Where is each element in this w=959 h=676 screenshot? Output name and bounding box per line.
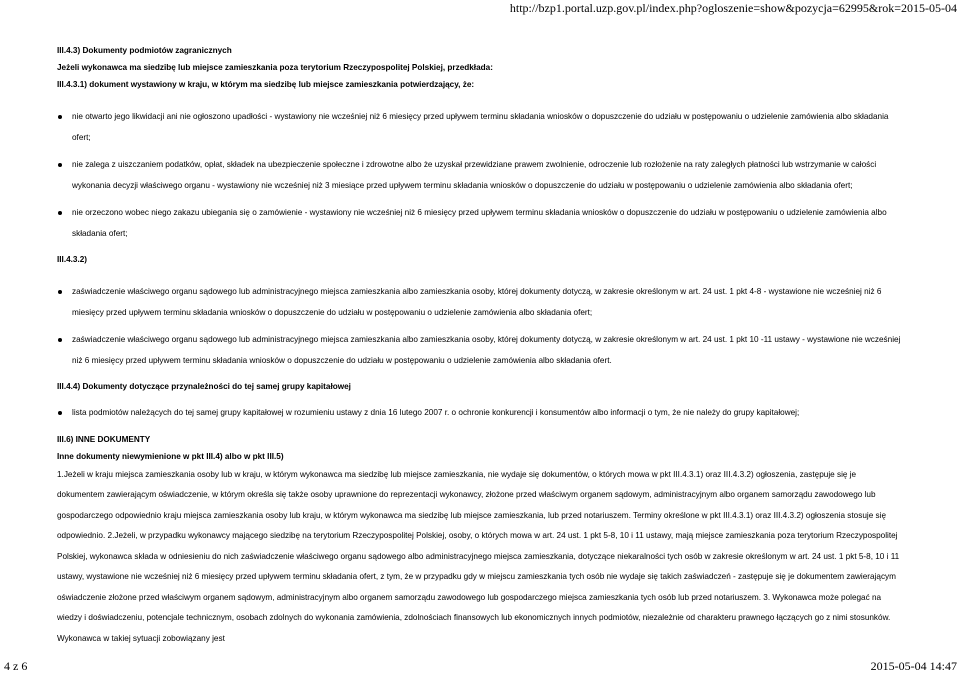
list-item: nie orzeczono wobec niego zakazu ubiegania się o zamówienie - wystawiony nie wcześniej niż 6 miesięcy przed upływem terminu składania wniosków o dopuszczenie do udziału w postępowaniu o udzielenie zamówienia albo składania ofert; [57,203,903,244]
section-heading-other-documents: III.6) INNE DOKUMENTY [57,434,151,444]
section-heading-capital-group: III.4.4) Dokumenty dotyczące przynależności do tej samej grupy kapitałowej [57,382,351,391]
list-item: lista podmiotów należących do tej samej grupy kapitałowej w rozumieniu ustawy z dnia 16 lutego 2007 r. o ochronie konkurencji i konsumentów albo informacji o tym, że nie należy do grupy kapitałowej; [57,403,903,424]
page-number: 4 z 6 [4,659,28,673]
list-item: nie zalega z uiszczaniem podatków, opłat, składek na ubezpieczenie społeczne i zdrowotne albo że uzyskał przewidziane prawem zwolnienie, odroczenie lub rozłożenie na raty zaległych płatności lub wstrzymanie w całości wykonania decyzji właściwego organu - wystawiony nie wcześniej niż 3 miesiące przed upływem terminu składania wniosków o dopuszczenie do udziału w postępowaniu o udzielenie zamówienia albo składania ofert; [57,155,903,196]
list-item: nie otwarto jego likwidacji ani nie ogłoszono upadłości - wystawiony nie wcześniej niż 6 miesięcy przed upływem terminu składania wniosków o dopuszczenie do udziału w postępowaniu o udzielenie zamówienia albo składania ofert; [57,107,903,148]
section-subheading-foreign-seat: Jeżeli wykonawca ma siedzibę lub miejsce zamieszkania poza terytorium Rzeczypospolitej Polskiej, przedkłada: [57,63,493,72]
section-heading-foreign-documents: III.4.3) Dokumenty podmiotów zagranicznych [57,46,232,55]
other-documents-paragraph: 1.Jeżeli w kraju miejsca zamieszkania osoby lub w kraju, w którym wykonawca ma siedzibę lub miejsce zamieszkania, nie wydaje się dokumentów, o których mowa w pkt III.4.3.1) oraz III.4.3.2) ogłoszenia, zastępuje się je dokumentem zawierającym oświadczenie, w którym określa się także osoby uprawnione do reprezentacji wykonawcy, złożone przed właściwym organem sądowym, administracyjnym albo organem samorządu zawodowego lub gospodarczego odpowiednio kraju miejsca zamieszkania osoby lub kraju, w którym wykonawca ma siedzibę lub miejsce zamieszkania, lub przed notariuszem. Terminy określone w pkt III.4.3.1) oraz III.4.3.2) ogłoszenia stosuje się odpowiednio. 2.Jeżeli, w przypadku wykonawcy mającego siedzibę na terytorium Rzeczypospolitej Polskiej, osoby, o których mowa w art. 24 ust. 1 pkt 5-8, 10 i 11 ustawy, mają miejsce zamieszkania poza terytorium Rzeczypospolitej Polskiej, wykonawca składa w odniesieniu do nich zaświadczenie właściwego organu sądowego albo administracyjnego miejsca zamieszkania, dotyczące niekaralności tych osób w zakresie określonym w art. 24 ust. 1 pkt 5-8, 10 i 11 ustawy, wystawione nie wcześniej niż 6 miesięcy przed upływem terminu składania ofert, z tym, że w przypadku gdy w miejscu zamieszkania tych osób nie wydaje się takich zaświadczeń - zastępuje się je dokumentem zawierającym oświadczenie złożone przed właściwym organem sądowym, administracyjnym albo organem samorządu zawodowego lub gospodarczego miejsca zamieszkania tych osób lub przed notariuszem. 3. Wykonawca może polegać na wiedzy i doświadczeniu, potencjale technicznym, osobach zdolnych do wykonania zamówienia, zdolnościach finansowych lub ekonomicznych innych podmiotów, niezależnie od charakteru prawnego łączących go z nimi stosunków. Wykonawca w takiej sytuacji zobowiązany jest [57,469,900,643]
subsection-heading-3431: III.4.3.1) dokument wystawiony w kraju, w którym ma siedzibę lub miejsce zamieszkania potwierdzający, że: [57,80,475,89]
document-body [57,42,903,649]
list-3431 [57,107,903,244]
subsection-heading-3432: III.4.3.2) [57,255,88,264]
list-item: zaświadczenie właściwego organu sądowego lub administracyjnego miejsca zamieszkania albo zamieszkania osoby, której dokumenty dotyczą, w zakresie określonym w art. 24 ust. 1 pkt 4-8 - wystawione nie wcześniej niż 6 miesięcy przed upływem terminu składania wniosków o dopuszczenie do udziału w postępowaniu o udzielenie zamówienia albo składania ofert; [57,282,903,323]
list-3432 [57,282,903,371]
list-344 [57,403,903,424]
print-datetime: 2015-05-04 14:47 [870,659,957,673]
section-subheading-other-documents: Inne dokumenty niewymienione w pkt III.4) albo w pkt III.5) [57,451,284,461]
list-item: zaświadczenie właściwego organu sądowego lub administracyjnego miejsca zamieszkania albo zamieszkania osoby, której dokumenty dotyczą, w zakresie określonym w art. 24 ust. 1 pkt 10 -11 ustawy - wystawione nie wcześniej niż 6 miesięcy przed upływem terminu składania wniosków o dopuszczenie do udziału w postępowaniu o udzielenie zamówienia albo składania ofert. [57,330,903,371]
page-url: http://bzp1.portal.uzp.gov.pl/index.php?ogloszenie=show&pozycja=62995&rok=2015-05-04 [509,1,957,15]
